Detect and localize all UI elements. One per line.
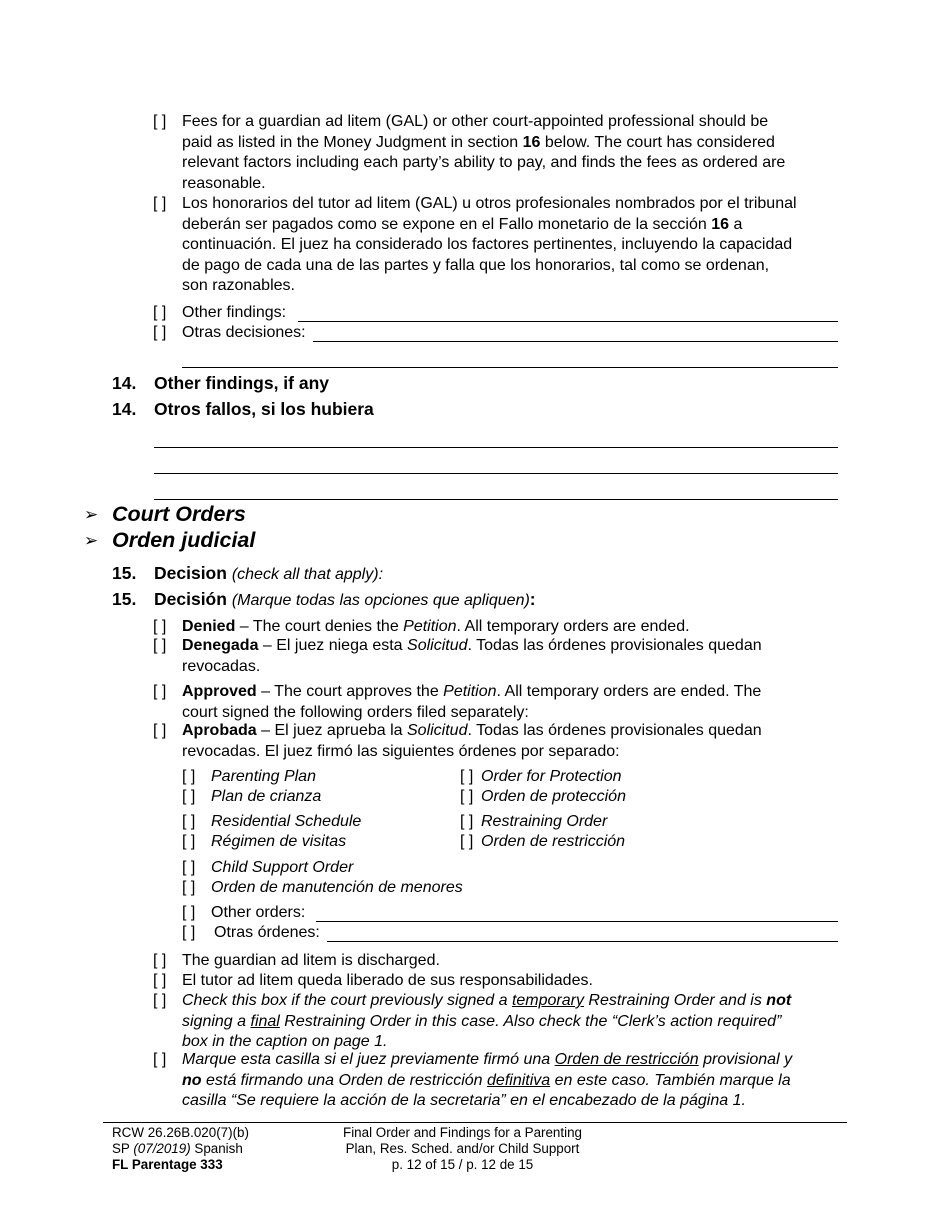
section-15-title-es: Decisión (Marque todas las opciones que apliquen): [154, 589, 536, 609]
temp-restraining-es-checkbox[interactable]: [ ] [153, 1051, 167, 1068]
temp-restraining-en-checkbox[interactable]: [ ] [153, 992, 167, 1009]
temp-restraining-es: Marque esta casilla si el juez previamente firmó una Orden de restricción provisional y no está firmando una Orden de restricción definitiva en este caso. También marque la casilla “Se requiere la acción de la secretaria” en el encabezado de la página 1. [182, 1051, 793, 1109]
restraining-order-checkbox[interactable]: [ ] [460, 813, 474, 830]
gal-discharged-en: The guardian ad litem is discharged. [182, 952, 440, 969]
section-14-number-en: 14. [112, 373, 137, 393]
approved-es: Aprobada – El juez aprueba la Solicitud. Todas las órdenes provisionales quedan revocadas. El juez firmó las siguientes órdenes por separado: [182, 722, 762, 760]
other-orders-en-label: Other orders: [211, 904, 306, 921]
other-orders-es-field[interactable] [327, 941, 838, 942]
manutencion-label: Orden de manutención de menores [211, 879, 463, 896]
section-15-title-en: Decision (check all that apply): [154, 563, 384, 583]
residential-schedule-label: Residential Schedule [211, 813, 362, 830]
gal-fees-es: Los honorarios del tutor ad litem (GAL) u otros profesionales nombrados por el tribunal deberán ser pagados como se expone en el Fallo monetario de la sección 16 a continuación. El juez ha considerado los factores pertinentes, incluyendo la capacidad de pago de cada una de las partes y falla que los honorarios, tal como se ordenan, son razonables. [182, 195, 797, 294]
section-15-number-es: 15. [112, 589, 137, 609]
denied-es-checkbox[interactable]: [ ] [153, 637, 167, 654]
approved-en: Approved – The court approves the Petition. All temporary orders are ended. The court signed the following orders filed separately: [182, 683, 762, 721]
order-for-protection-checkbox[interactable]: [ ] [460, 768, 474, 785]
parenting-plan-label: Parenting Plan [211, 768, 316, 785]
arrow-bullet-icon: ➢ [84, 531, 99, 550]
footer-left: RCW 26.26B.020(7)(b) SP (07/2019) Spanish FL Parentage 333 [112, 1125, 249, 1172]
court-orders-title-es: Orden judicial [112, 528, 256, 552]
regimen-de-visitas-checkbox[interactable]: [ ] [182, 833, 196, 850]
gal-discharged-en-checkbox[interactable]: [ ] [153, 952, 167, 969]
other-findings-extra-line[interactable] [182, 367, 838, 368]
section-14-title-es: Otros fallos, si los hubiera [154, 399, 374, 419]
section-14-line-1[interactable] [154, 447, 838, 448]
plan-de-crianza-checkbox[interactable]: [ ] [182, 788, 196, 805]
denied-es: Denegada – El juez niega esta Solicitud. Todas las órdenes provisionales quedan revocadas. [182, 637, 762, 675]
other-findings-en-label: Other findings: [182, 304, 287, 321]
other-findings-es-label: Otras decisiones: [182, 324, 306, 341]
denied-en-checkbox[interactable]: [ ] [153, 618, 167, 635]
gal-en-checkbox[interactable]: [ ] [153, 113, 167, 130]
regimen-de-visitas-label: Régimen de visitas [211, 833, 347, 850]
gal-discharged-es: El tutor ad litem queda liberado de sus responsabilidades. [182, 972, 593, 989]
other-findings-es-field[interactable] [313, 341, 838, 342]
approved-en-checkbox[interactable]: [ ] [153, 683, 167, 700]
other-findings-en-field[interactable] [298, 321, 838, 322]
footer-divider [103, 1122, 847, 1123]
temp-restraining-en: Check this box if the court previously signed a temporary Restraining Order and is not signing a final Restraining Order in this case. Also check the “Clerk’s action required” box in the caption on page 1. [182, 992, 792, 1050]
approved-es-checkbox[interactable]: [ ] [153, 722, 167, 739]
gal-discharged-es-checkbox[interactable]: [ ] [153, 972, 167, 989]
restraining-order-label: Restraining Order [481, 813, 608, 830]
other-findings-es-checkbox[interactable]: [ ] [153, 324, 167, 341]
other-orders-es-checkbox[interactable]: [ ] [182, 924, 196, 941]
orden-de-restriccion-label: Orden de restricción [481, 833, 626, 850]
parenting-plan-checkbox[interactable]: [ ] [182, 768, 196, 785]
section-14-title-en: Other findings, if any [154, 373, 330, 393]
orden-de-proteccion-label: Orden de protección [481, 788, 626, 805]
gal-es-checkbox[interactable]: [ ] [153, 195, 167, 212]
other-orders-en-field[interactable] [316, 921, 838, 922]
section-14-line-2[interactable] [154, 473, 838, 474]
orden-de-proteccion-checkbox[interactable]: [ ] [460, 788, 474, 805]
other-orders-en-checkbox[interactable]: [ ] [182, 904, 196, 921]
orden-de-restriccion-checkbox[interactable]: [ ] [460, 833, 474, 850]
other-orders-es-label: Otras órdenes: [214, 924, 320, 941]
section-14-number-es: 14. [112, 399, 137, 419]
court-orders-title-en: Court Orders [112, 502, 246, 526]
other-findings-en-checkbox[interactable]: [ ] [153, 304, 167, 321]
manutencion-checkbox[interactable]: [ ] [182, 879, 196, 896]
footer-center: Final Order and Findings for a Parenting Plan, Res. Sched. and/or Child Support p. 12 of 15 / p. 12 de 15 [343, 1125, 582, 1172]
child-support-checkbox[interactable]: [ ] [182, 859, 196, 876]
residential-schedule-checkbox[interactable]: [ ] [182, 813, 196, 830]
child-support-label: Child Support Order [211, 859, 354, 876]
section-14-line-3[interactable] [154, 499, 838, 500]
order-for-protection-label: Order for Protection [481, 768, 622, 785]
arrow-bullet-icon: ➢ [84, 505, 99, 524]
section-15-number-en: 15. [112, 563, 137, 583]
denied-en: Denied – The court denies the Petition. All temporary orders are ended. [182, 618, 690, 635]
plan-de-crianza-label: Plan de crianza [211, 788, 322, 805]
gal-fees-en: Fees for a guardian ad litem (GAL) or other court-appointed professional should be paid as listed in the Money Judgment in section 16 below. The court has considered relevant factors including each party’s ability to pay, and finds the fees as ordered are reasonable. [182, 113, 786, 192]
